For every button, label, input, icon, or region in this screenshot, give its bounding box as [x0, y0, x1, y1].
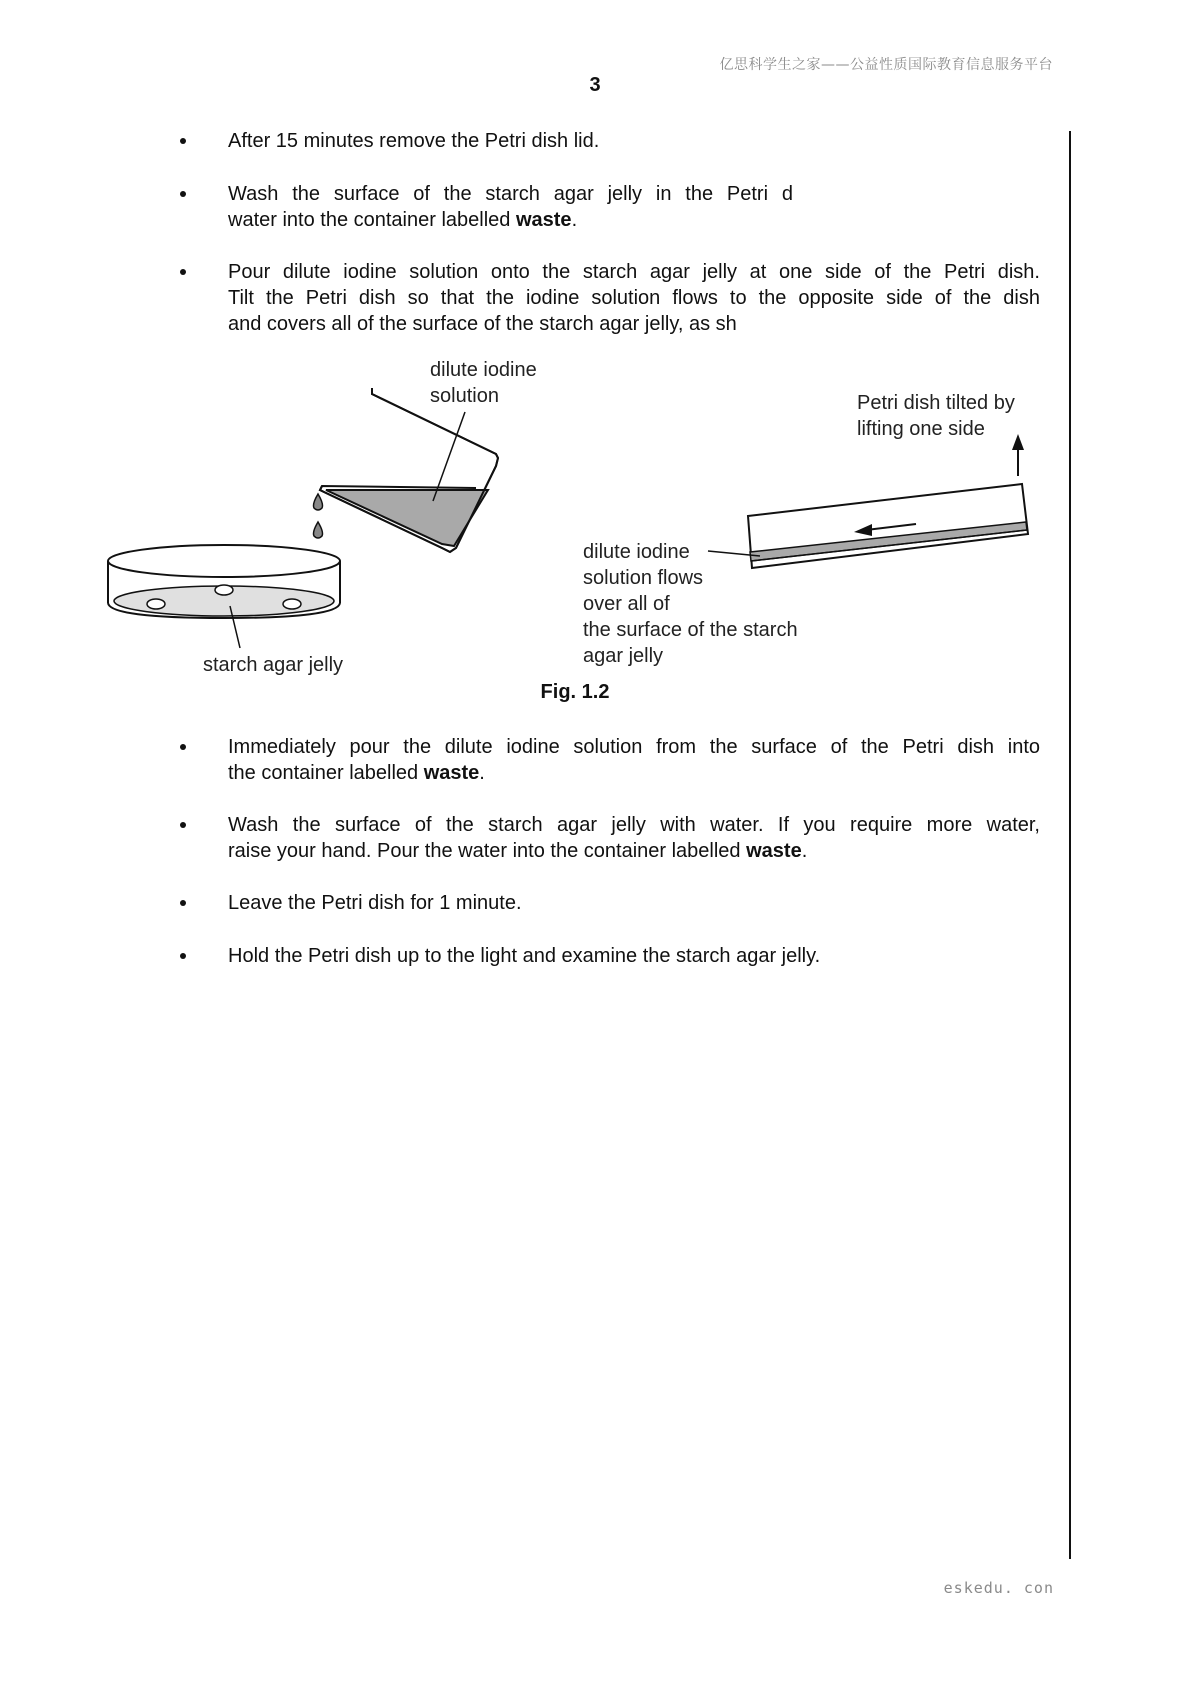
label-starch-agar: starch agar jelly — [203, 654, 344, 676]
instruction-text — [228, 734, 1040, 786]
bullet-dot — [180, 744, 186, 750]
agar-hole — [215, 585, 233, 595]
instruction-text: Hold the Petri dish up to the light and examine the starch agar jelly. — [228, 945, 821, 967]
instruction-text — [228, 812, 1040, 864]
instruction-text: After 15 minutes remove the Petri dish lid. — [228, 130, 600, 152]
instruction-line: the container labelled waste. — [228, 762, 485, 784]
instruction-line: Pour dilute iodine solution onto the starch agar jelly at one side of the Petri dish. — [228, 261, 1040, 283]
instruction-line: Wash the surface of the starch agar jelly in the Petri d — [228, 183, 793, 205]
agar-hole — [283, 599, 301, 609]
instruction-line: raise your hand. Pour the water into the container labelled waste. — [228, 840, 808, 862]
figure-1-2 — [0, 0, 1190, 720]
instruction-line: Immediately pour the dilute iodine solution from the surface of the Petri dish into — [228, 736, 1040, 758]
label-dilute-iodine: dilute iodine solution — [430, 359, 537, 407]
label-petri-tilted: Petri dish tilted by lifting one side — [857, 392, 1015, 440]
header-site-note: 亿思科学生之家——公益性质国际教育信息服务平台 — [719, 57, 1053, 73]
bullet-dot — [180, 900, 186, 906]
waste-keyword: waste — [746, 840, 802, 862]
droplet-icon — [314, 494, 323, 510]
instruction-text: Leave the Petri dish for 1 minute. — [228, 892, 522, 914]
bullet-dot — [180, 953, 186, 959]
page-number: 3 — [589, 74, 601, 96]
instruction-line: water into the container labelled waste. — [228, 209, 578, 231]
waste-keyword: waste — [515, 209, 572, 231]
bullet-dot — [180, 822, 186, 828]
droplet-icon — [314, 522, 323, 538]
figure-caption: Fig. 1.2 — [540, 681, 610, 703]
iodine-liquid — [326, 490, 488, 546]
instruction-line: and covers all of the surface of the starch agar jelly, as sh — [228, 313, 737, 335]
instruction-line: Wash the surface of the starch agar jelly with water. If you require more water, — [228, 814, 1040, 836]
instruction-line: Tilt the Petri dish so that the iodine solution flows to the opposite side of the dish — [228, 287, 1040, 309]
waste-keyword: waste — [423, 762, 480, 784]
agar-hole — [147, 599, 165, 609]
footer-site: eskedu. con — [943, 1579, 1054, 1597]
label-iodine-flows: dilute iodine solution flows over all of the surface of the starch agar jelly — [583, 541, 798, 667]
